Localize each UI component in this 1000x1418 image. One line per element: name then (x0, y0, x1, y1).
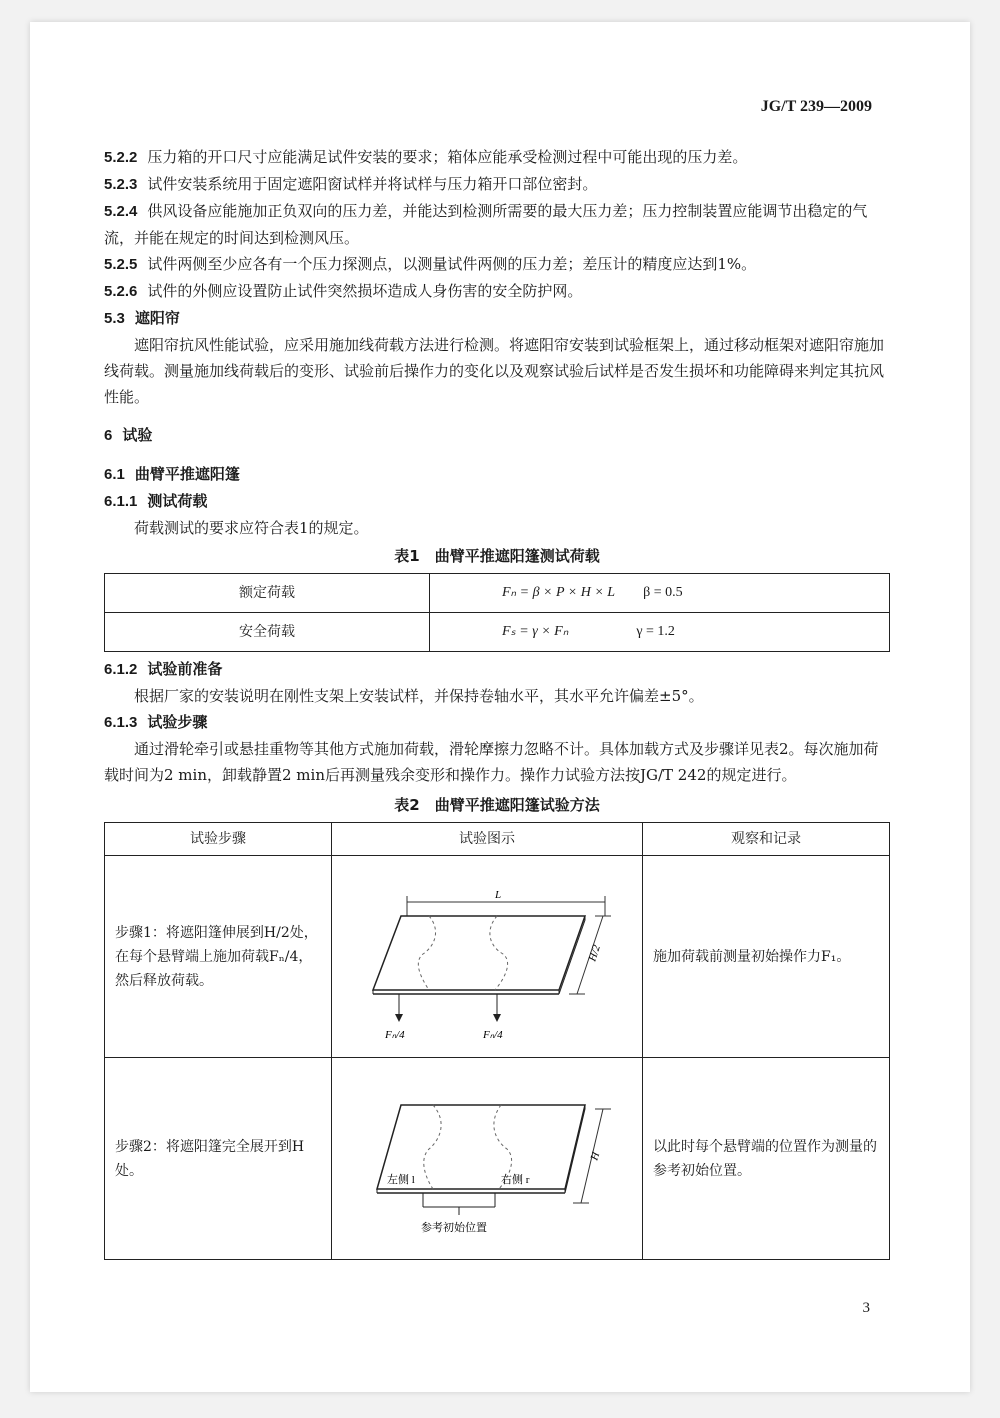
paragraph-6-1-1: 荷载测试的要求应符合表1的规定。 (134, 519, 369, 537)
table-cell: 安全荷载 (105, 613, 430, 652)
heading-title: 测试荷载 (147, 492, 208, 510)
table-header-row (105, 823, 890, 856)
clause-number: 5.2.6 (104, 283, 138, 300)
observe-cell: 以此时每个悬臂端的位置作为测量的参考初始位置。 (643, 1058, 890, 1260)
standard-code: JG/T 239—2009 (760, 98, 872, 115)
table-cell: 额定荷载 (105, 574, 430, 613)
heading-number: 5.3 (104, 310, 125, 327)
step-cell: 步骤1：将遮阳篷伸展到H/2处，在每个悬臂端上施加荷载Fₙ/4，然后释放荷载。 (105, 856, 332, 1058)
heading-title: 试验 (122, 426, 153, 444)
table-row (105, 1058, 890, 1260)
paragraph-6-1-3: 通过滑轮牵引或悬挂重物等其他方式施加荷载，滑轮摩擦力忽略不计。具体加载方式及步骤详见表2。每次施加荷载时间为2 min，卸载静置2 min后再测量残余变形和操作力。操作力试验方法按JG/T 242的规定进行。 (104, 740, 879, 784)
heading-number: 6.1 (104, 466, 125, 483)
right-side-label: 右侧 r (501, 1173, 530, 1186)
coefficient: β = 0.5 (643, 585, 683, 600)
height-label: H/2 (586, 943, 603, 963)
table2 (104, 822, 890, 1260)
clause-text: 试件安装系统用于固定遮阳窗试样并将试样与压力箱开口部位密封。 (147, 175, 598, 193)
clause-number: 5.2.4 (104, 203, 138, 220)
heading-6 (104, 422, 890, 449)
heading-number: 6 (104, 427, 113, 444)
clause-text: 供风设备应能施加正负双向的压力差，并能达到检测所需要的最大压力差；压力控制装置应能调节出稳定的气流，并能在规定的时间达到检测风压。 (104, 202, 868, 247)
arm-left (424, 1105, 441, 1189)
heading-title: 遮阳帘 (134, 309, 180, 327)
heading-title: 试验前准备 (147, 660, 223, 678)
document-body (104, 144, 890, 1260)
figure-cell (332, 1058, 643, 1260)
step2-diagram (337, 1065, 637, 1245)
figure-cell (332, 856, 643, 1058)
table1 (104, 573, 890, 652)
step-cell: 步骤2：将遮阳篷完全展开到H处。 (105, 1058, 332, 1260)
column-header: 试验图示 (332, 823, 643, 856)
load-label-left: Fₙ/4 (385, 1028, 405, 1041)
page-number: 3 (862, 1300, 870, 1316)
step1-diagram (337, 858, 637, 1048)
clause-text: 压力箱的开口尺寸应能满足试件安装的要求；箱体应能承受检测过程中可能出现的压力差。 (147, 148, 748, 166)
left-side-label: 左侧 l (387, 1173, 415, 1186)
table-row (105, 856, 890, 1058)
clause-5-2-3 (104, 171, 890, 198)
height-label: H (588, 1150, 603, 1162)
heading-6-1-1 (104, 488, 890, 515)
heading-title: 曲臂平推遮阳篷 (134, 465, 240, 483)
arm-left (418, 916, 435, 990)
clause-5-2-2 (104, 144, 890, 171)
clause-text: 试件的外侧应设置防止试件突然损坏造成人身伤害的安全防护网。 (147, 282, 583, 300)
length-label: L (495, 888, 502, 901)
table1-caption: 表1 曲臂平推遮阳篷测试荷载 (394, 547, 600, 565)
clause-5-2-4 (104, 198, 890, 251)
column-header: 试验步骤 (105, 823, 332, 856)
table-cell (430, 574, 890, 613)
formula: Fₙ = β × P × H × L (502, 585, 616, 600)
heading-number: 6.1.1 (104, 493, 138, 510)
paragraph-6-1-2: 根据厂家的安装说明在刚性支架上安装试样，并保持卷轴水平，其水平允许偏差±5°。 (134, 687, 704, 705)
clause-text: 试件两侧至少应各有一个压力探测点，以测量试件两侧的压力差；差压计的精度应达到1%。 (147, 255, 757, 273)
paragraph-5-3: 遮阳帘抗风性能试验，应采用施加线荷载方法进行检测。将遮阳帘安装到试验框架上，通过移动框架对遮阳帘施加线荷载。测量施加线荷载后的变形、试验前后操作力的变化以及观察试验后试样是否发生损坏和功能障碍来判定其抗风性能。 (104, 336, 885, 406)
heading-6-1-2 (104, 656, 890, 683)
table2-caption: 表2 曲臂平推遮阳篷试验方法 (394, 796, 600, 814)
clause-number: 5.2.2 (104, 149, 138, 166)
column-header: 观察和记录 (643, 823, 890, 856)
table-row (105, 574, 890, 613)
heading-number: 6.1.2 (104, 661, 138, 678)
heading-5-3 (104, 305, 890, 332)
clause-number: 5.2.5 (104, 256, 138, 273)
table-row (105, 613, 890, 652)
heading-number: 6.1.3 (104, 714, 138, 731)
load-label-right: Fₙ/4 (483, 1028, 503, 1041)
heading-6-1 (104, 461, 890, 488)
reference-label: 参考初始位置 (421, 1221, 487, 1234)
formula: Fₛ = γ × Fₙ (502, 624, 569, 639)
observe-cell: 施加荷载前测量初始操作力F₁。 (643, 856, 890, 1058)
clause-number: 5.2.3 (104, 176, 138, 193)
coefficient: γ = 1.2 (636, 624, 675, 639)
awning-plate (373, 916, 585, 990)
table-cell (430, 613, 890, 652)
heading-6-1-3 (104, 709, 890, 736)
arm-right (490, 916, 508, 990)
clause-5-2-5 (104, 251, 890, 278)
heading-title: 试验步骤 (147, 713, 208, 731)
clause-5-2-6 (104, 278, 890, 305)
